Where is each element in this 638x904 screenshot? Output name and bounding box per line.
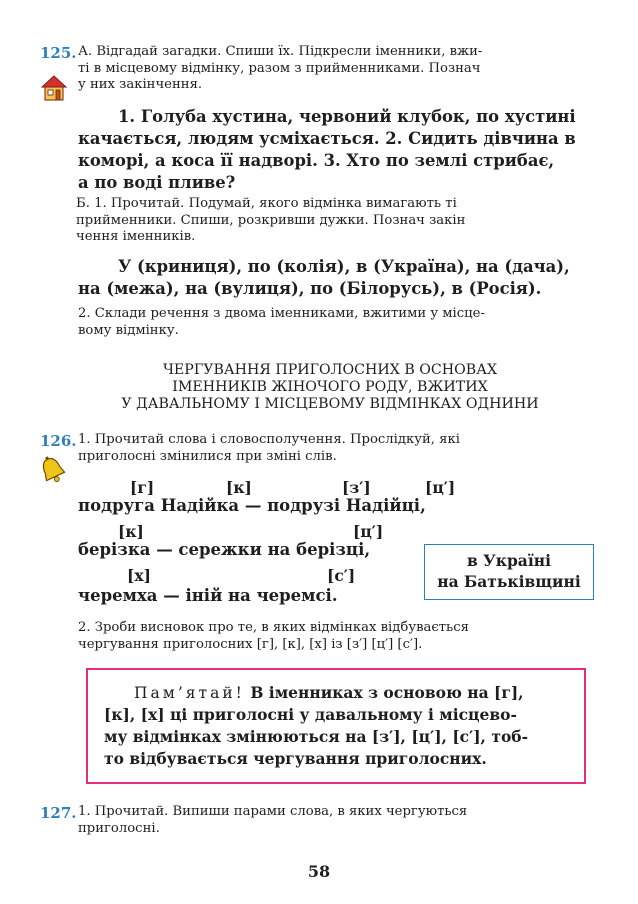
task-2-conclusion: [78, 620, 594, 653]
phoneme-row-1: [0, 478, 638, 498]
phoneme: [г]: [130, 478, 155, 497]
example-box-line: на Батьківщині: [437, 572, 581, 591]
word-row-3: черемха — іній на черемсі.: [78, 586, 338, 605]
phoneme: [к]: [226, 478, 252, 497]
phrases: [78, 256, 594, 300]
exercise-number: 127.: [40, 804, 77, 822]
riddle-line: коморі, а коса її надворі. 3. Хто по землі стрибає,: [78, 151, 555, 170]
task-b-line: чення іменників.: [76, 229, 196, 244]
task-2-line: вому відмінку.: [78, 322, 179, 338]
task-b-line: Б. 1. Прочитай. Подумай, якого відмінка вимагають ті: [76, 196, 457, 211]
riddles: [78, 106, 594, 194]
task-1-line: приголосні змінилися при зміні слів.: [78, 448, 337, 464]
word-row-1: подруга Надійка — подрузі Надійці,: [78, 496, 426, 515]
task-1: [78, 432, 596, 465]
phrase-line: У (криниця), по (колія), в (Україна), на (дача),: [118, 257, 570, 276]
exercise-number: 126.: [40, 432, 77, 450]
remember-first-line: [104, 682, 568, 704]
task-2-line: 2. Зроби висновок про те, в яких відмінках відбувається: [78, 620, 469, 635]
phoneme: [с′]: [327, 566, 356, 585]
task-b: [76, 196, 596, 246]
phoneme-row-2: [0, 522, 638, 542]
task-2-line: 2. Склади речення з двома іменниками, вжитими у місце-: [78, 306, 485, 321]
section-heading: [60, 362, 600, 413]
phoneme: [к]: [118, 522, 144, 541]
task-1-line: 1. Прочитай слова і словосполучення. Прослідкуй, які: [78, 432, 460, 447]
example-box-line: в Україні: [467, 551, 551, 570]
riddle-line: а по воді пливе?: [78, 173, 236, 192]
remember-line: му відмінках змінюються на [з′], [ц′], [с′], тоб-: [104, 727, 529, 746]
phoneme: [х]: [127, 566, 151, 585]
phoneme: [з′]: [342, 478, 371, 497]
task-2: [78, 306, 596, 339]
task-a-line: ті в місцевому відмінку, разом з прийменниками. Познач: [78, 60, 481, 76]
task-b-line: прийменники. Спиши, розкривши дужки. Познач закін: [76, 212, 466, 228]
example-box: [424, 544, 594, 600]
task-a-line: у них закінчення.: [78, 77, 203, 92]
phoneme: [ц′]: [425, 478, 456, 497]
task-127: [78, 804, 596, 837]
task-a: [78, 44, 596, 94]
heading-line: У ДАВАЛЬНОМУ І МІСЦЕВОМУ ВІДМІНКАХ ОДНИНИ: [121, 396, 539, 412]
remember-label: Пам’ятай!: [134, 684, 245, 702]
word-row-2: берізка — сережки на берізці,: [78, 540, 371, 559]
page-number: 58: [307, 862, 331, 881]
remember-box: [86, 668, 586, 784]
phoneme: [ц′]: [353, 522, 384, 541]
task-a-line: А. Відгадай загадки. Спиши їх. Підкресли іменники, вжи-: [78, 44, 483, 59]
heading-line: ІМЕННИКІВ ЖІНОЧОГО РОДУ, ВЖИТИХ: [172, 379, 488, 395]
riddle-line: 1. Голуба хустина, червоний клубок, по хустині: [118, 107, 576, 126]
phrase-line: на (межа), на (вулиця), по (Білорусь), в (Росія).: [78, 279, 542, 298]
remember-line: [к], [х] ці приголосні у давальному і місцево-: [104, 705, 517, 724]
remember-line: то відбувається чергування приголосних.: [104, 749, 487, 768]
task-2-line: чергування приголосних [г], [к], [х] із [з′] [ц′] [с′].: [78, 636, 423, 652]
remember-line: В іменниках з основою на [г],: [250, 683, 524, 702]
task-127-line: 1. Прочитай. Випиши парами слова, в яких чергуються: [78, 804, 468, 819]
house-icon: [40, 74, 68, 106]
heading-line: ЧЕРГУВАННЯ ПРИГОЛОСНИХ В ОСНОВАХ: [162, 362, 498, 378]
exercise-number: 125.: [40, 44, 77, 62]
riddle-line: качається, людям усміхається. 2. Сидить дівчина в: [78, 129, 576, 148]
task-127-line: приголосні.: [78, 820, 160, 836]
